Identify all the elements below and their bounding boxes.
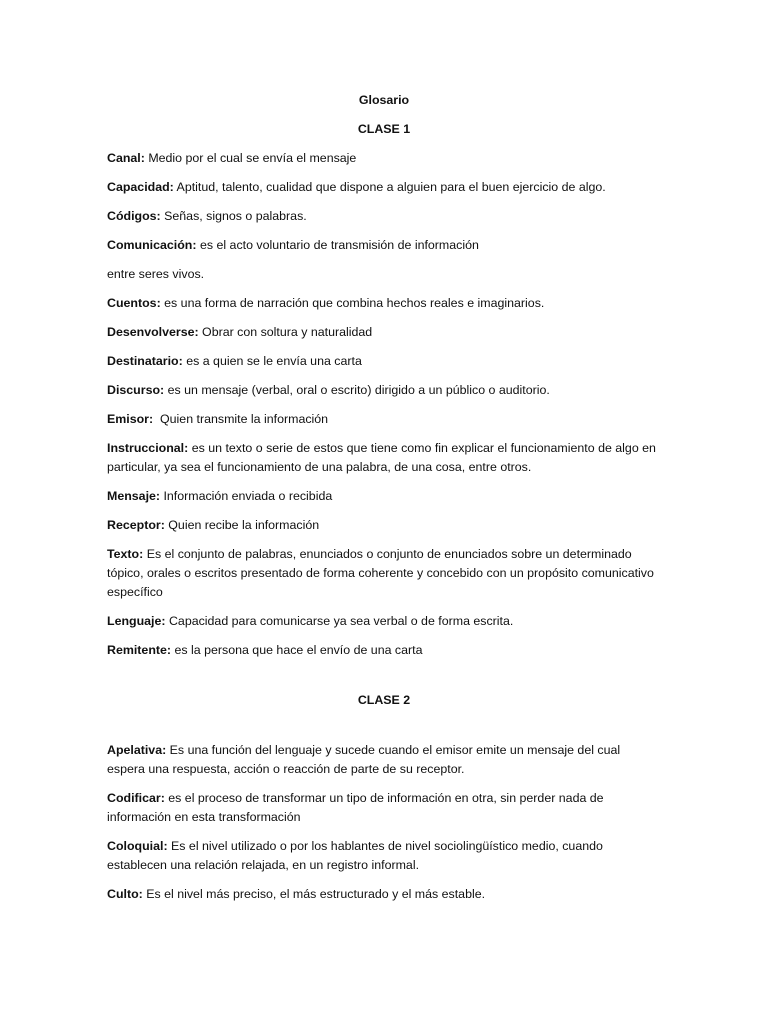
glossary-term: Comunicación: — [107, 238, 197, 252]
glossary-term: Cuentos: — [107, 296, 161, 310]
glossary-term: Discurso: — [107, 383, 165, 397]
glossary-term: Capacidad: — [107, 180, 174, 194]
glossary-term: Apelativa: — [107, 743, 167, 757]
glossary-entry-discurso — [107, 381, 661, 400]
glossary-definition: es a quien se le envía una carta — [182, 354, 362, 368]
glossary-term: Texto: — [107, 547, 144, 561]
glossary-term: Códigos: — [107, 209, 161, 223]
glossary-entry-codificar — [107, 789, 661, 827]
glossary-entry-instruccional — [107, 439, 661, 477]
glossary-definition: Es el nivel utilizado o por los hablantes de nivel sociolingüístico medio, cuando establecen una relación relajada, en un registro informal. — [107, 839, 603, 872]
glossary-entry-desenvolverse — [107, 323, 661, 342]
glossary-section-clase-2 — [107, 741, 661, 904]
glossary-term: Emisor: — [107, 412, 154, 426]
glossary-definition: Quien recibe la información — [164, 518, 320, 532]
glossary-term: Destinatario: — [107, 354, 183, 368]
glossary-term: Canal: — [107, 151, 145, 165]
glossary-term: Desenvolverse: — [107, 325, 199, 339]
glossary-definition: Capacidad para comunicarse ya sea verbal o de forma escrita. — [165, 614, 514, 628]
glossary-entry-canal — [107, 149, 661, 168]
glossary-entry-cuentos — [107, 294, 661, 313]
glossary-entry-apelativa — [107, 741, 661, 779]
glossary-term: Lenguaje: — [107, 614, 166, 628]
glossary-term: Codificar: — [107, 791, 165, 805]
glossary-term: Culto: — [107, 887, 143, 901]
glossary-definition: es la persona que hace el envío de una carta — [171, 643, 423, 657]
glossary-entry-comunicacion — [107, 236, 661, 255]
glossary-definition: Es una función del lenguaje y sucede cuando el emisor emite un mensaje del cual espera una respuesta, acción o reacción de parte de su receptor. — [107, 743, 621, 776]
glossary-definition: es un mensaje (verbal, oral o escrito) dirigido a un público o auditorio. — [164, 383, 550, 397]
document-title: Glosario — [358, 93, 410, 107]
glossary-entry-texto — [107, 545, 661, 602]
glossary-definition: es el proceso de transformar un tipo de información en otra, sin perder nada de información en esta transformación — [107, 791, 604, 824]
glossary-definition: es el acto voluntario de transmisión de información — [196, 238, 479, 252]
glossary-term: Remitente: — [107, 643, 172, 657]
glossary-definition: Obrar con soltura y naturalidad — [198, 325, 373, 339]
glossary-continuation-text: entre seres vivos. — [107, 267, 205, 281]
glossary-definition: es una forma de narración que combina hechos reales e imaginarios. — [160, 296, 545, 310]
glossary-term: Instruccional: — [107, 441, 189, 455]
glossary-definition: es un texto o serie de estos que tiene como fin explicar el funcionamiento de algo en particular, ya sea el funcionamiento de una palabra, de una cosa, entre otros. — [107, 441, 656, 474]
glossary-definition: Es el nivel más preciso, el más estructurado y el más estable. — [142, 887, 486, 901]
glossary-entry-emisor — [107, 410, 661, 429]
glossary-term: Mensaje: — [107, 489, 161, 503]
glossary-entry-coloquial — [107, 837, 661, 875]
section-heading-clase-1: CLASE 1 — [357, 122, 411, 136]
glossary-entry-culto — [107, 885, 661, 904]
glossary-definition: Medio por el cual se envía el mensaje — [144, 151, 357, 165]
section-heading-clase-2: CLASE 2 — [357, 693, 411, 707]
glossary-definition: Es el conjunto de palabras, enunciados o conjunto de enunciados sobre un determinado tópico, orales o escritos presentado de forma coherente y concebido con un propósito comunicativo específico — [107, 547, 654, 599]
glossary-definition: Señas, signos o palabras. — [160, 209, 307, 223]
glossary-definition: Información enviada o recibida — [160, 489, 333, 503]
glossary-entry-remitente — [107, 641, 661, 660]
glossary-entry-codigos — [107, 207, 661, 226]
glossary-definition: Quien transmite la información — [153, 412, 329, 426]
glossary-entry-lenguaje — [107, 612, 661, 631]
glossary-entry-capacidad — [107, 178, 661, 197]
glossary-definition: Aptitud, talento, cualidad que dispone a alguien para el buen ejercicio de algo. — [173, 180, 606, 194]
glossary-entry-mensaje — [107, 487, 661, 506]
glossary-term: Coloquial: — [107, 839, 168, 853]
glossary-entry-destinatario — [107, 352, 661, 371]
glossary-term: Receptor: — [107, 518, 165, 532]
glossary-entry-receptor — [107, 516, 661, 535]
glossary-section-clase-1 — [107, 149, 661, 660]
